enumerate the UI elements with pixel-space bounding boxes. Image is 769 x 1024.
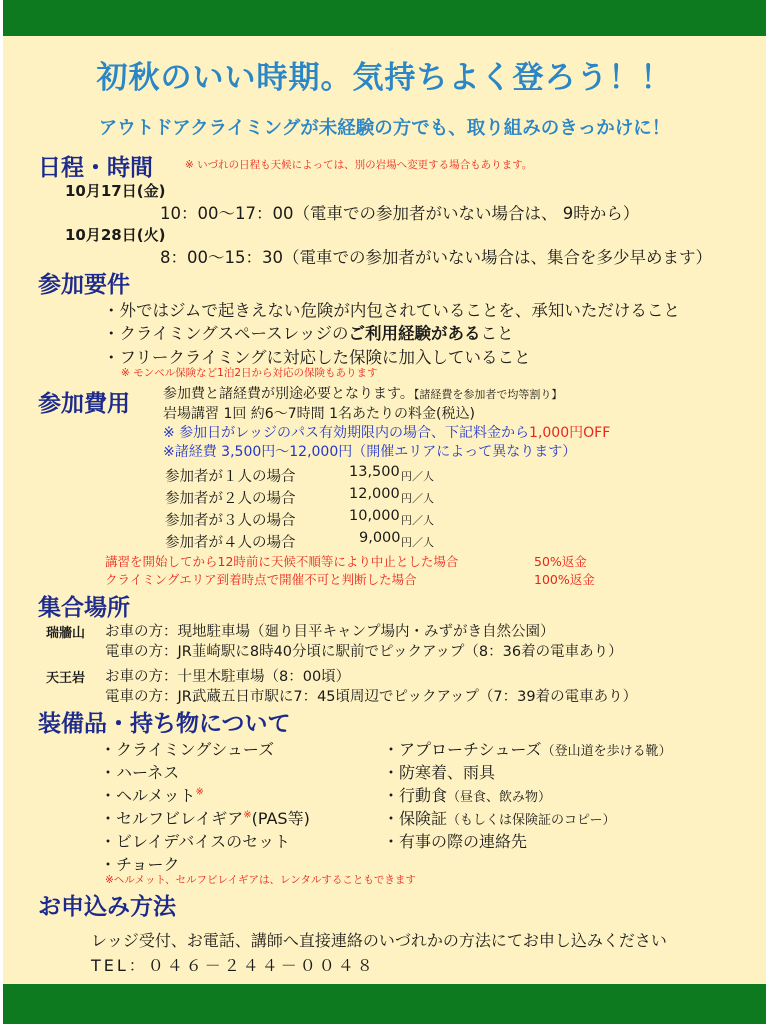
refund-value-1: 50%返金 [534,554,587,569]
fees-line-3 [163,422,610,442]
equipment-item-self-belay [100,806,310,829]
price-value-2: 12,000 [349,486,400,502]
equipment-item-right [383,737,672,760]
equipment-heading: 装備品・持ち物について [38,711,291,737]
equipment-text: ・保険証 [383,809,448,828]
time-1: 10：00～17：00（電車での参加者がいない場合は、 9時から） [160,204,640,223]
refund-condition-2: クライミングエリア到着時点で開催不可と判断した場合 [105,572,417,587]
equipment-subtext: （もしくは保険証のコピー） [447,813,616,828]
meeting-heading: 集合場所 [38,595,130,621]
apply-text: レッジ受付、お電話、講師へ直接連絡のいづれかの方法にてお申し込みください [91,931,667,950]
page-subtitle: アウトドアクライミングが未経験の方でも、取り組みのきっかけに！ [98,118,671,139]
fees-line-1-text: 参加費と諸経費が別途必要となります。 [163,386,414,402]
equipment-text: ・ヘルメット [100,786,196,805]
equipment-item-right [383,760,495,783]
place-name-2: 天王岩 [46,671,86,686]
schedule-note: ※ いづれの日程も天候によっては、別の岩場へ変更する場合もあります。 [185,159,533,171]
fees-line-2: 岩場講習 1回 約6～7時間 1名あたりの料金(税込) [163,406,475,422]
equipment-subtext: （登山道を歩ける靴） [541,744,672,759]
price-value-3: 10,000 [349,508,400,524]
price-value-4: 9,000 [359,530,401,546]
date-2: 10月28日(火) [65,226,166,244]
equipment-item: ・クライミングシューズ [100,740,275,759]
equipment-item-right [383,783,551,806]
requirement-item: ・フリークライミングに対応した保険に加入していること [103,348,531,367]
time-2: 8：00～15：30（電車での参加者がいない場合は、集合を多少早めます） [160,248,712,267]
equipment-text: (PAS等) [251,809,310,828]
place-train-1: 電車の方：JR韮崎駅に8時40分頃に駅前でピックアップ（8：36着の電車あり） [105,644,623,660]
price-label-2: 参加者が２人の場合 [165,491,296,507]
apply-heading: お申込み方法 [38,894,176,920]
requirements-heading: 参加要件 [38,272,130,298]
place-train-2: 電車の方：JR武蔵五日市駅に7：45頃周辺でピックアップ（7：39着の電車あり） [105,689,638,705]
equipment-item: ・ハーネス [100,763,180,782]
bottom-green-bar [3,984,766,1024]
fees-line-4: ※諸経費 3,500円～12,000円（開催エリアによって異なります） [163,444,577,460]
equipment-text: ・行動食 [383,786,448,805]
flyer [3,0,766,1024]
equipment-item-right [383,806,616,829]
rental-mark: ※ [195,786,204,798]
phone-number: TEL：０４６－２４４－００４８ [91,956,376,975]
requirement-text: こと [480,324,514,343]
equipment-text: ・アプローチシューズ [383,740,542,759]
price-unit: 円／人 [401,514,434,527]
equipment-text: ・有事の際の連絡先 [383,832,528,851]
price-unit: 円／人 [401,536,434,549]
price-label-3: 参加者が３人の場合 [165,513,296,529]
requirement-item: ・外ではジムで起きえない危険が内包されていることを、承知いただけること [103,301,680,320]
refund-value-2: 100%返金 [534,572,595,587]
fees-discount-amount: 1,000円OFF [529,425,611,441]
requirement-item-experience [103,320,514,344]
price-label-1: 参加者が１人の場合 [165,469,296,485]
equipment-text: ・セルフビレイギア [100,809,244,828]
equipment-item-helmet [100,783,204,806]
equipment-item-right [383,829,527,852]
requirement-emphasis: ご利用経験がある [348,324,481,343]
equipment-item: ・チョーク [100,855,180,874]
equipment-subtext: （昼食、飲み物） [447,790,552,805]
requirements-note: ※ モンベル保険など1泊2日から対応の保険もあります [121,367,378,379]
top-green-bar [3,0,766,36]
place-car-2: お車の方：十里木駐車場（8：00頃） [105,669,351,685]
refund-condition-1: 講習を開始してから12時前に天候不順等により中止とした場合 [105,554,459,569]
fees-line-1 [163,383,562,403]
fees-line-1-small: 【諸経費を参加者で均等割り】 [413,388,563,401]
requirement-text: ・クライミングスペースレッジの [103,324,349,343]
equipment-text: ・防寒着、雨具 [383,763,496,782]
price-unit: 円／人 [401,470,434,483]
price-label-4: 参加者が４人の場合 [165,535,296,551]
equipment-item: ・ビレイデバイスのセット [100,832,291,851]
price-unit: 円／人 [401,492,434,505]
date-1: 10月17日(金) [65,182,166,200]
equipment-note: ※ヘルメット、セルフビレイギアは、レンタルすることもできます [105,874,416,886]
place-car-1: お車の方：現地駐車場（廻り目平キャンプ場内・みずがき自然公園） [105,624,555,640]
page-title: 初秋のいい時期。気持ちよく登ろう！！ [96,60,673,96]
fees-discount-text: ※ 参加日がレッジのパス有効期限内の場合、下記料金から [163,425,530,441]
rental-mark: ※ [243,809,252,821]
fees-heading: 参加費用 [38,391,130,417]
price-value-1: 13,500 [349,464,400,480]
schedule-heading: 日程・時間 [38,155,153,181]
place-name-1: 瑞牆山 [46,626,86,641]
